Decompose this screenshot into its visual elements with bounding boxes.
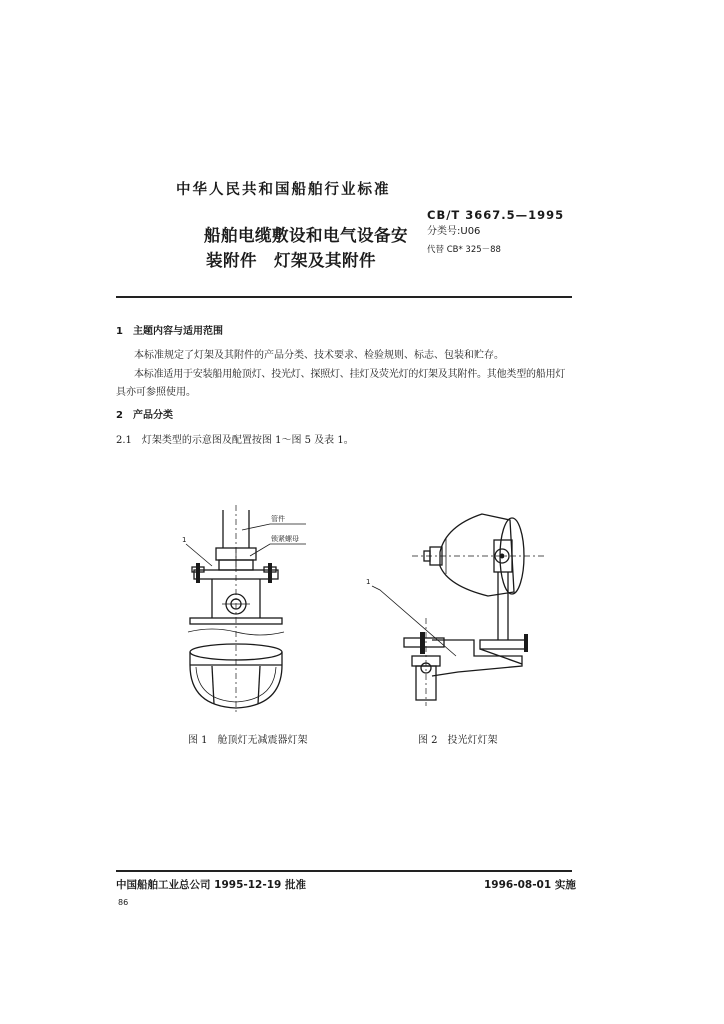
standard-organization-title: 中华人民共和国船舶行业标准 xyxy=(176,182,391,198)
replaces-standard: 代替 CB* 325－88 xyxy=(427,245,501,255)
approval-line: 中国船舶工业总公司 1995-12-19 批准 xyxy=(116,879,306,891)
section-1-heading: 1 主题内容与适用范围 xyxy=(116,326,223,337)
section-1-paragraph-2-line-2: 具亦可参照使用。 xyxy=(116,387,196,398)
section-1-paragraph-2-line-1: 本标准适用于安装船用舱顶灯、投光灯、探照灯、挂灯及荧光灯的灯架及其附件。其他类型的船用灯 xyxy=(134,369,566,380)
page-number: 86 xyxy=(118,898,129,907)
figure-1-label-lock-nut: 锁紧螺母 xyxy=(271,535,299,543)
section-2-heading: 2 产品分类 xyxy=(116,410,173,421)
document-title-line-2: 装附件 灯架及其附件 xyxy=(206,251,376,270)
figure-2-caption: 图 2 投光灯灯架 xyxy=(418,735,498,746)
footer-divider xyxy=(116,870,572,872)
figure-2-label-one: 1 xyxy=(366,578,371,586)
figure-2-drawing xyxy=(372,514,546,706)
figure-1-label-pipe: 管件 xyxy=(271,515,285,523)
section-2-1-text: 2.1 灯架类型的示意图及配置按图 1～图 5 及表 1。 xyxy=(116,435,354,446)
standard-code: CB/T 3667.5—1995 xyxy=(427,208,565,222)
document-title-line-1: 船舶电缆敷设和电气设备安 xyxy=(204,226,408,245)
figure-1-caption: 图 1 舱顶灯无减震器灯架 xyxy=(188,735,308,746)
section-1-paragraph-1: 本标准规定了灯架及其附件的产品分类、技术要求、检验规则、标志、包装和贮存。 xyxy=(134,350,504,361)
implementation-line: 1996-08-01 实施 xyxy=(484,879,576,891)
classification-number: 分类号:U06 xyxy=(427,226,481,237)
figure-1-label-one: 1 xyxy=(182,536,187,544)
